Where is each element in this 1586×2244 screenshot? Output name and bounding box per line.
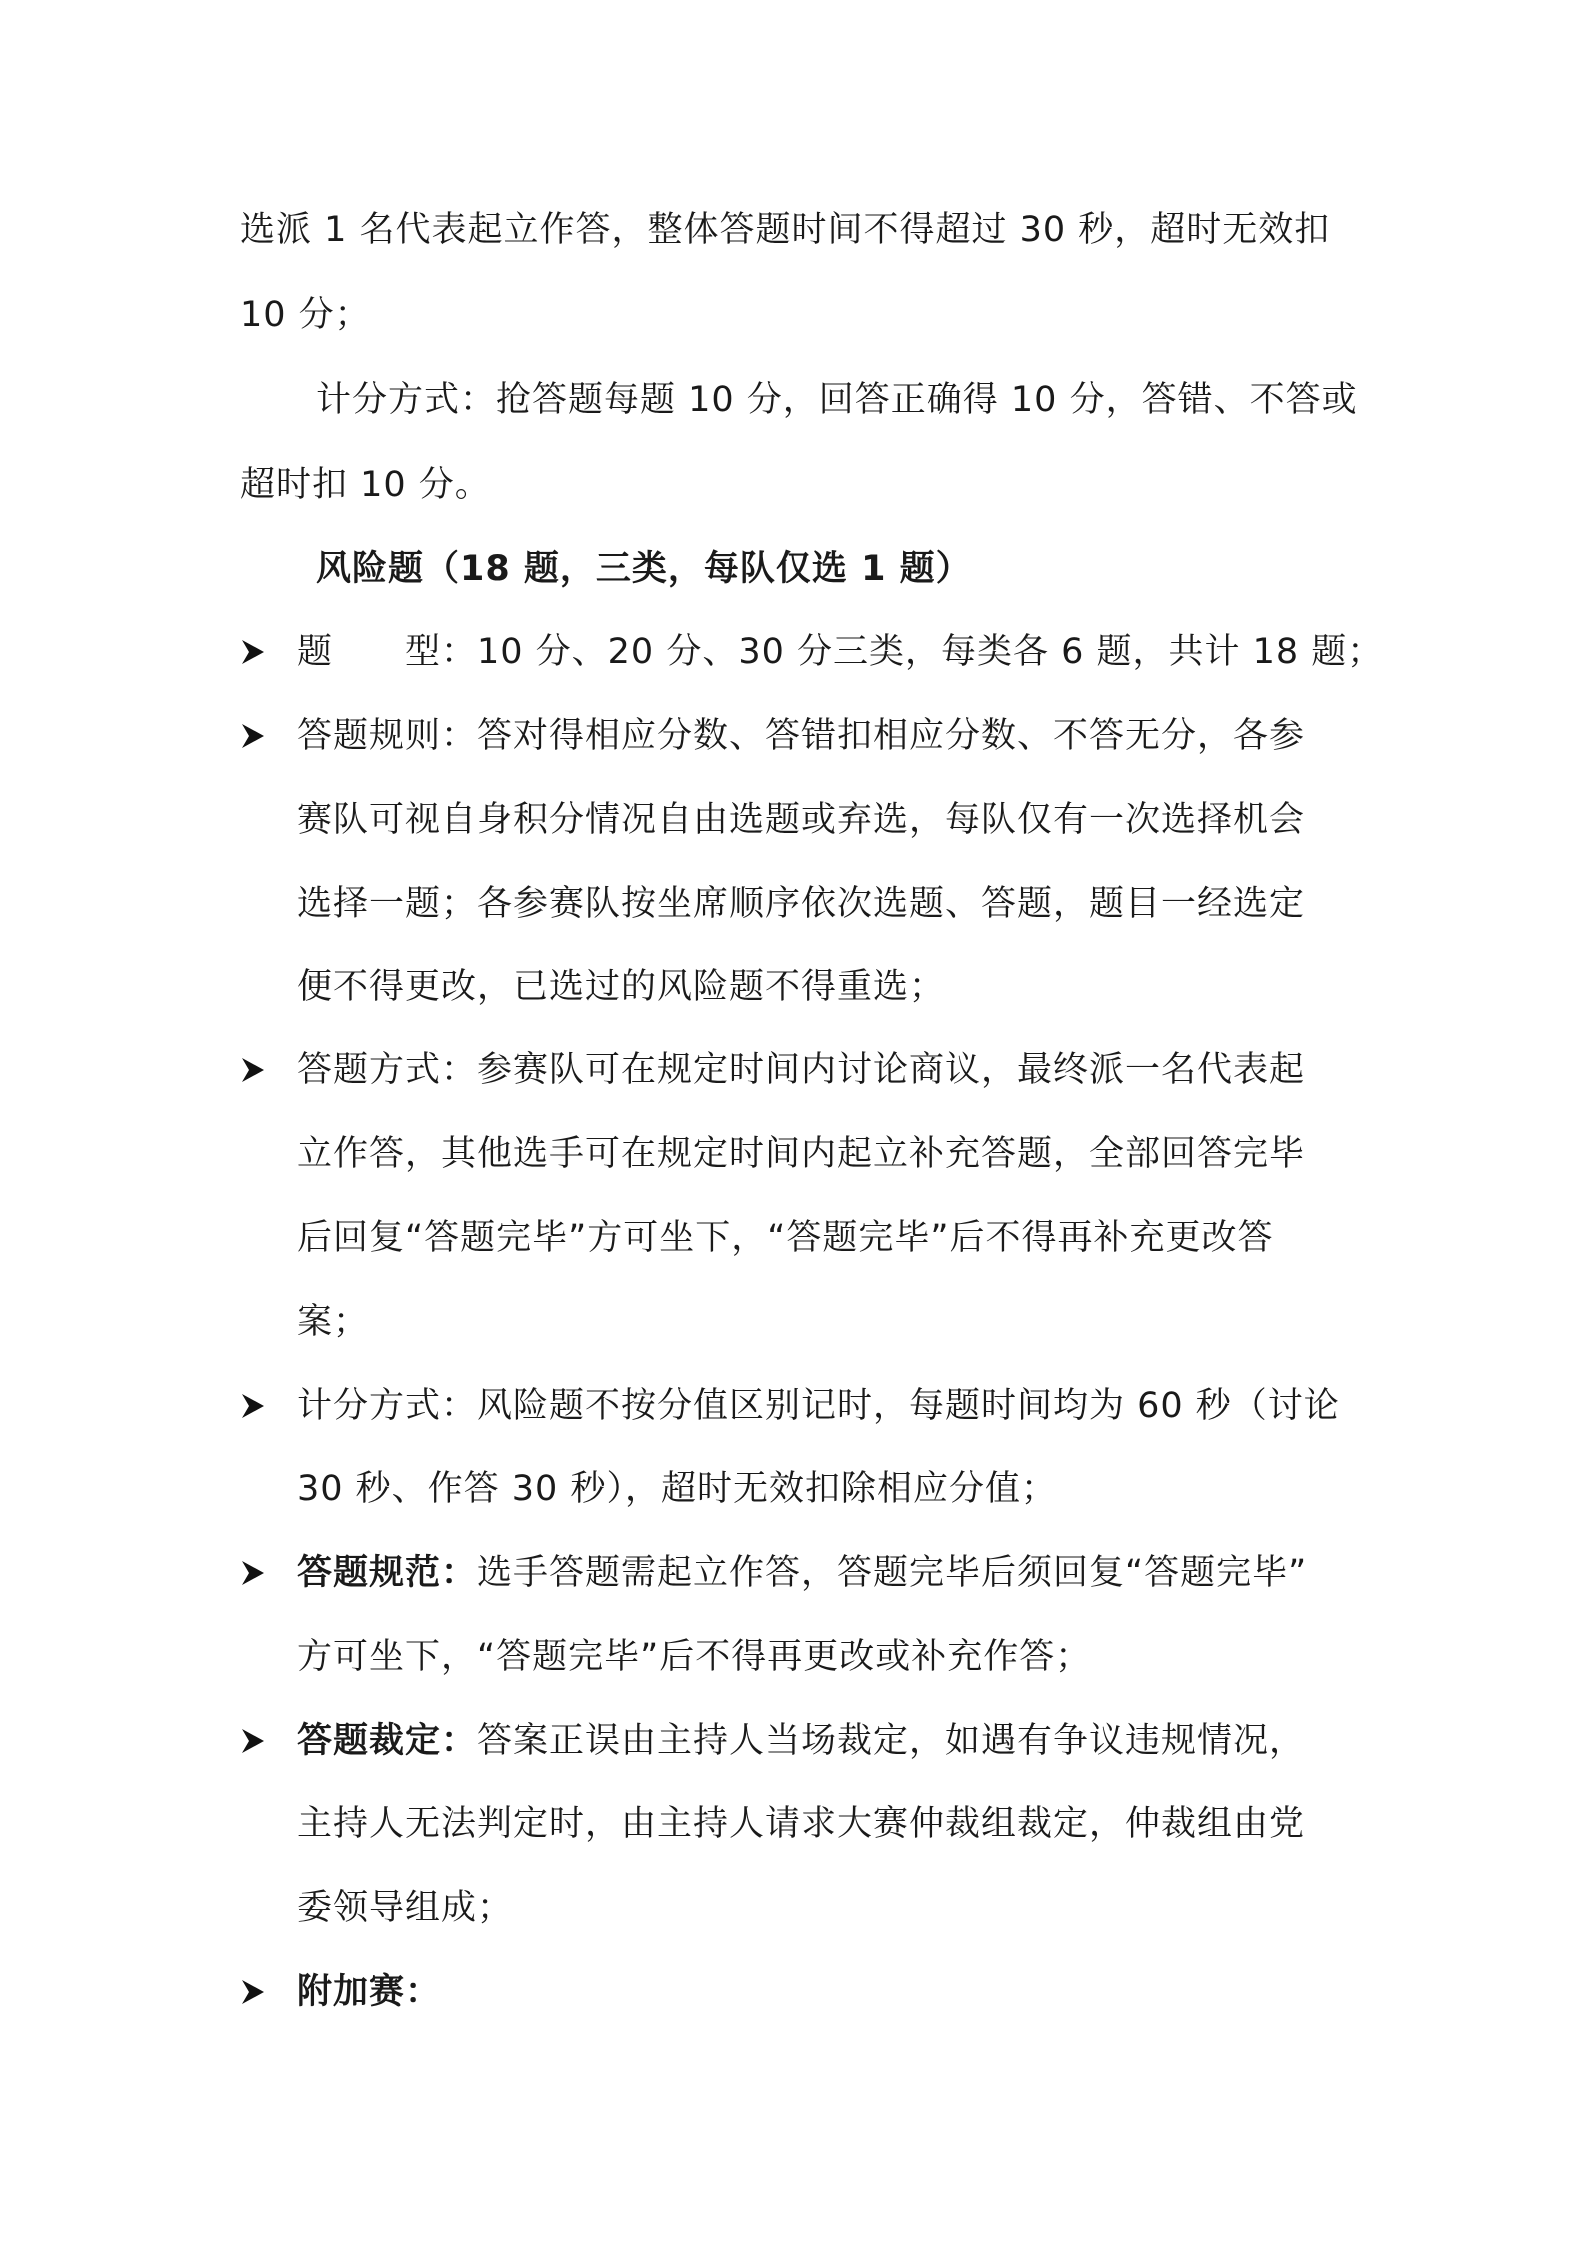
list-item: [297, 1716, 1305, 1766]
arrow-bullet-icon: [240, 1548, 270, 1598]
item-label: 答题规范：: [297, 1553, 478, 1593]
paragraph-line: 超时扣 10 分。: [240, 465, 491, 505]
item-text: 选手答题需起立作答，答题完毕后须回复“答题完毕”: [477, 1553, 1308, 1593]
list-item-continuation: 后回复“答题完毕”方可坐下，“答题完毕”后不得再补充更改答: [297, 1218, 1274, 1258]
list-item: 附加赛：: [297, 1972, 442, 2012]
list-item: 题 型：10 分、20 分、30 分三类，每类各 6 题，共计 18 题；: [297, 632, 1384, 672]
paragraph-line: 计分方式：抢答题每题 10 分，回答正确得 10 分，答错、不答或: [316, 380, 1358, 420]
section-heading: 风险题（18 题，三类，每队仅选 1 题）: [316, 549, 972, 589]
arrow-bullet-icon: [240, 1967, 270, 2017]
list-item-continuation: 赛队可视自身积分情况自由选题或弃选，每队仅有一次选择机会: [297, 800, 1306, 840]
list-item-continuation: 案；: [297, 1302, 370, 1342]
arrow-bullet-icon: [240, 627, 270, 677]
list-item-continuation: 便不得更改，已选过的风险题不得重选；: [297, 967, 946, 1007]
list-item: [297, 1548, 1307, 1598]
list-item: 计分方式：风险题不按分值区别记时，每题时间均为 60 秒（讨论: [297, 1386, 1340, 1426]
arrow-bullet-icon: [240, 1716, 270, 1766]
list-item-continuation: 30 秒、作答 30 秒），超时无效扣除相应分值；: [297, 1469, 1057, 1509]
item-text: 答案正误由主持人当场裁定，如遇有争议违规情况，: [477, 1721, 1306, 1761]
list-item-continuation: 委领导组成；: [297, 1888, 514, 1928]
paragraph-line: 选派 1 名代表起立作答，整体答题时间不得超过 30 秒，超时无效扣: [240, 210, 1331, 250]
list-item-continuation: 选择一题；各参赛队按坐席顺序依次选题、答题，题目一经选定: [297, 884, 1306, 924]
arrow-bullet-icon: [240, 711, 270, 761]
list-item: 答题方式：参赛队可在规定时间内讨论商议，最终派一名代表起: [297, 1050, 1306, 1090]
list-item: 答题规则：答对得相应分数、答错扣相应分数、不答无分，各参: [297, 716, 1306, 756]
list-item-continuation: 主持人无法判定时，由主持人请求大赛仲裁组裁定，仲裁组由党: [297, 1804, 1306, 1844]
list-item-continuation: 立作答，其他选手可在规定时间内起立补充答题，全部回答完毕: [297, 1134, 1306, 1174]
arrow-bullet-icon: [240, 1045, 270, 1095]
arrow-bullet-icon: [240, 1381, 270, 1431]
list-item-continuation: 方可坐下，“答题完毕”后不得再更改或补充作答；: [297, 1637, 1092, 1677]
item-label: 答题裁定：: [297, 1721, 478, 1761]
paragraph-line: 10 分；: [240, 295, 371, 335]
